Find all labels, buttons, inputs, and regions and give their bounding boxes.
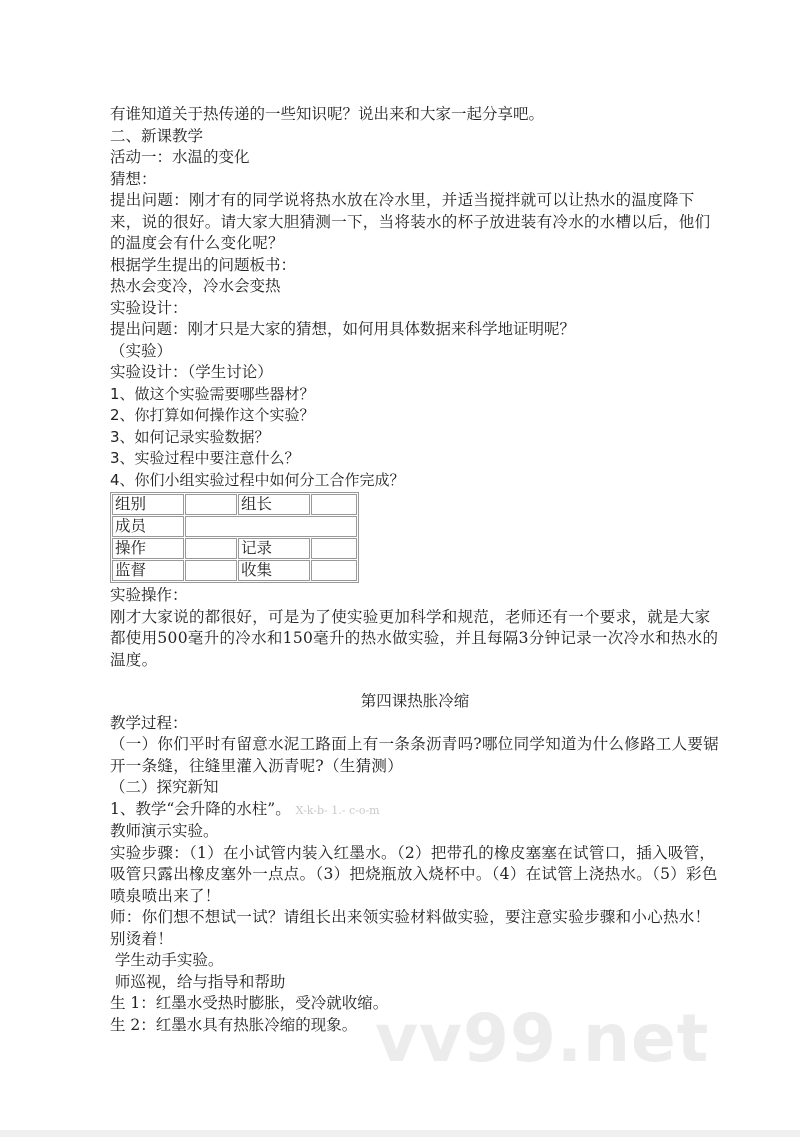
lesson-title: 第四课热胀冷缩 bbox=[360, 692, 470, 710]
paragraph: 提出问题：刚才有的同学说将热水放在冷水里，并适当搅拌就可以让热水的温度降下来，说的很好。请大家大胆猜测一下，当将装水的杯子放进装有冷水的水槽以后，他们的温度会有什么变化呢？ bbox=[110, 191, 711, 252]
text-line: 提出问题：刚才只是大家的猜想，如何用具体数据来科学地证明呢？ bbox=[110, 320, 576, 338]
list-item: 3、如何记录实验数据？ bbox=[110, 427, 270, 446]
text-line: 实验设计：（学生讨论） bbox=[110, 363, 273, 381]
text-line: 师巡视，给与指导和帮助 bbox=[110, 972, 286, 991]
table-cell: 监督 bbox=[112, 560, 184, 581]
list-item: 4、你们小组实验过程中如何分工合作完成？ bbox=[110, 470, 405, 489]
list-item: 3、实验过程中要注意什么？ bbox=[110, 449, 300, 467]
text-line: 实验操作： bbox=[110, 586, 188, 604]
text-line: 实验设计： bbox=[110, 298, 188, 317]
text-line: 有谁知道关于热传递的一些知识呢？说出来和大家一起分享吧。 bbox=[110, 105, 545, 123]
text-line: （二）探究新知 bbox=[110, 778, 219, 796]
text-line: 生 2：红墨水具有热胀冷缩的现象。 bbox=[110, 1015, 358, 1034]
list-item: 1、做这个实验需要哪些器材？ bbox=[110, 384, 315, 403]
text-line: （实验） bbox=[110, 341, 173, 360]
table-cell bbox=[311, 560, 357, 581]
table-cell bbox=[185, 560, 237, 581]
table-cell: 成员 bbox=[112, 516, 184, 537]
text-line: 生 1：红墨水受热时膨胀，受冷就收缩。 bbox=[110, 994, 389, 1012]
table-cell bbox=[185, 516, 357, 537]
document-content bbox=[110, 104, 720, 1036]
site-watermark: vv99.net bbox=[375, 1000, 710, 1077]
text-line: 热水会变冷，冷水会变热 bbox=[110, 277, 281, 295]
table-row bbox=[112, 494, 357, 515]
table-cell: 组长 bbox=[238, 494, 310, 515]
text-line: 猜想： bbox=[110, 169, 157, 188]
paragraph: 实验步骤：（1）在小试管内装入红墨水。（2）把带孔的橡皮塞塞在试管口，插入吸管，吸管只露出橡皮塞外一点点。（3）把烧瓶放入烧杯中。（4）在试管上浇热水。（5）彩色喷泉喷出来了！ bbox=[110, 843, 718, 905]
table-cell bbox=[311, 494, 357, 515]
text-line: 教师演示实验。 bbox=[110, 822, 219, 840]
text-line: 根据学生提出的问题板书： bbox=[110, 255, 297, 274]
table-cell bbox=[185, 538, 237, 559]
text-line: 学生动手实验。 bbox=[110, 951, 224, 969]
table-row bbox=[112, 516, 357, 537]
activity-heading: 活动一：水温的变化 bbox=[110, 148, 250, 166]
paragraph: 刚才大家说的都很好，可是为了使实验更加科学和规范，老师还有一个要求，就是大家都使用500毫升的冷水和150毫升的热水做实验，并且每隔3分钟记录一次冷水和热水的温度。 bbox=[110, 607, 719, 669]
table-cell: 操作 bbox=[112, 538, 184, 559]
text-line bbox=[110, 799, 720, 822]
faint-watermark-text: X-k-b- 1.- c-o-m bbox=[295, 803, 380, 817]
table-cell bbox=[311, 538, 357, 559]
paragraph: 师：你们想不想试一试？请组长出来领实验材料做实验，要注意实验步骤和小心热水！别烫着！ bbox=[110, 908, 711, 948]
table-cell: 组别 bbox=[112, 494, 184, 515]
list-item: 2、你打算如何操作这个实验？ bbox=[110, 406, 315, 424]
table-cell bbox=[185, 494, 237, 515]
table-cell: 收集 bbox=[238, 560, 310, 581]
section-heading: 二、新课教学 bbox=[110, 126, 204, 145]
text-span: 1、教学“会升降的水柱”。 bbox=[110, 799, 291, 818]
table-row bbox=[112, 560, 357, 581]
table-cell: 记录 bbox=[238, 538, 310, 559]
text-line: 教学过程： bbox=[110, 713, 188, 732]
group-role-table bbox=[110, 492, 359, 583]
table-row bbox=[112, 538, 357, 559]
paragraph: （一）你们平时有留意水泥工路面上有一条条沥青吗?哪位同学知道为什么修路工人要锯开一条缝，往缝里灌入沥青呢?（生猜测） bbox=[110, 735, 720, 775]
